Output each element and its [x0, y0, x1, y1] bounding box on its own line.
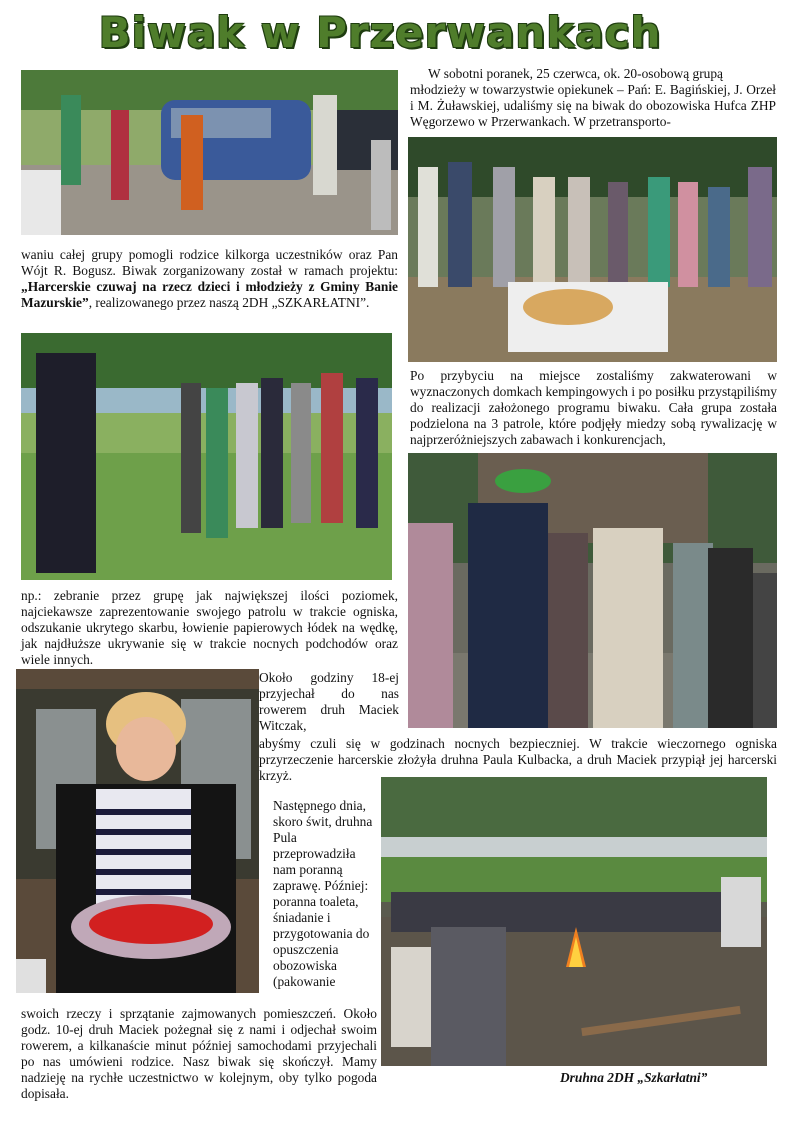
paragraph-6-intro: Następnego dnia, skoro świt, druhna Pula przeprowadziła nam poranną zaprawę. Później: poranna toaleta, śniadanie i przygotowania do opuszczenia obozowiska (pakowanie: [273, 798, 373, 989]
paragraph-5-intro: Około godziny 18-ej przyjechał do nas rowerem druh Maciek Witczak,: [259, 670, 399, 733]
paragraph-1-line1: W sobotni poranek, 25 czerwca, ok. 20-osobową grupą: [428, 66, 724, 81]
paragraph-2-text-b: , realizowanego przez naszą 2DH „SZKARŁATNI”.: [88, 295, 370, 310]
signature: Druhna 2DH „Szkarłatni”: [560, 1070, 708, 1085]
paragraph-1: młodzieży w towarzystwie opiekunek – Pań: E. Bagińskiej, J. Orzeł i M. Żuławskiej, udaliśmy się na biwak do obozowiska Hufca ZHP Węgorzewo w Przerwankach. W przetransporto-: [410, 82, 776, 129]
project-name: „Harcerskie czuwaj na rzecz dzieci i młodzieży z Gminy Banie Mazurskie”: [21, 279, 398, 310]
paragraph-2-text-a: waniu całej grupy pomogli rodzice kilkorga uczestników oraz Pan Wójt R. Bogusz. Biwak zorganizowany został w ramach projektu:: [21, 247, 398, 278]
page-title: Biwak w Przerwankach: [98, 8, 662, 57]
paragraph-6: swoich rzeczy i sprzątanie zajmowanych pomieszczeń. Około godz. 10-ej druh Maciek pożegnał się z nami i odjechał swoim rowerem, a kilkanaście minut później samochodami przyjechali po nas umówieni rodzice. Nasz biwak się skończył. Mamy nadzieję na rychłe uczestnictwo w kolejnym, oby tylko pogoda dopisała.: [21, 1006, 377, 1101]
photo-group-food-table: [408, 137, 777, 362]
paragraph-2: [21, 247, 398, 311]
photo-scout-ceremony: [408, 453, 777, 728]
photo-wild-strawberries: [16, 669, 259, 993]
paragraph-4: np.: zebranie przez grupę jak największej ilości poziomek, najciekawsze zaprezentowanie swojego patrolu w trakcie ogniska, odszukanie ukrytego skarbu, łowienie papierowych łódek na wędkę, jak najdłuższe ukrywanie się w trakcie nocnych podchodów oraz wiele innych.: [21, 588, 398, 667]
photo-group-car: [21, 70, 398, 235]
photo-group-meadow: [21, 333, 392, 580]
paragraph-3: Po przybyciu na miejsce zostaliśmy zakwaterowani w wyznaczonych domkach kempingowych i po posiłku przystąpiliśmy do realizacji założonego programu biwaku. Cała grupa została podzielona na 3 patrole, które podjęły miedzy sobą rywalizację w najprzeróżniejszych zabawach i konkurencjach,: [410, 368, 777, 447]
photo-campfire: [381, 777, 767, 1066]
paragraph-5: abyśmy czuli się w godzinach nocnych bezpieczniej. W trakcie wieczornego ogniska przyrzeczenie harcerskie złożyła druhna Paula Kulbacka, a druh Maciek przypiął jej harcerski krzyż.: [259, 736, 777, 783]
